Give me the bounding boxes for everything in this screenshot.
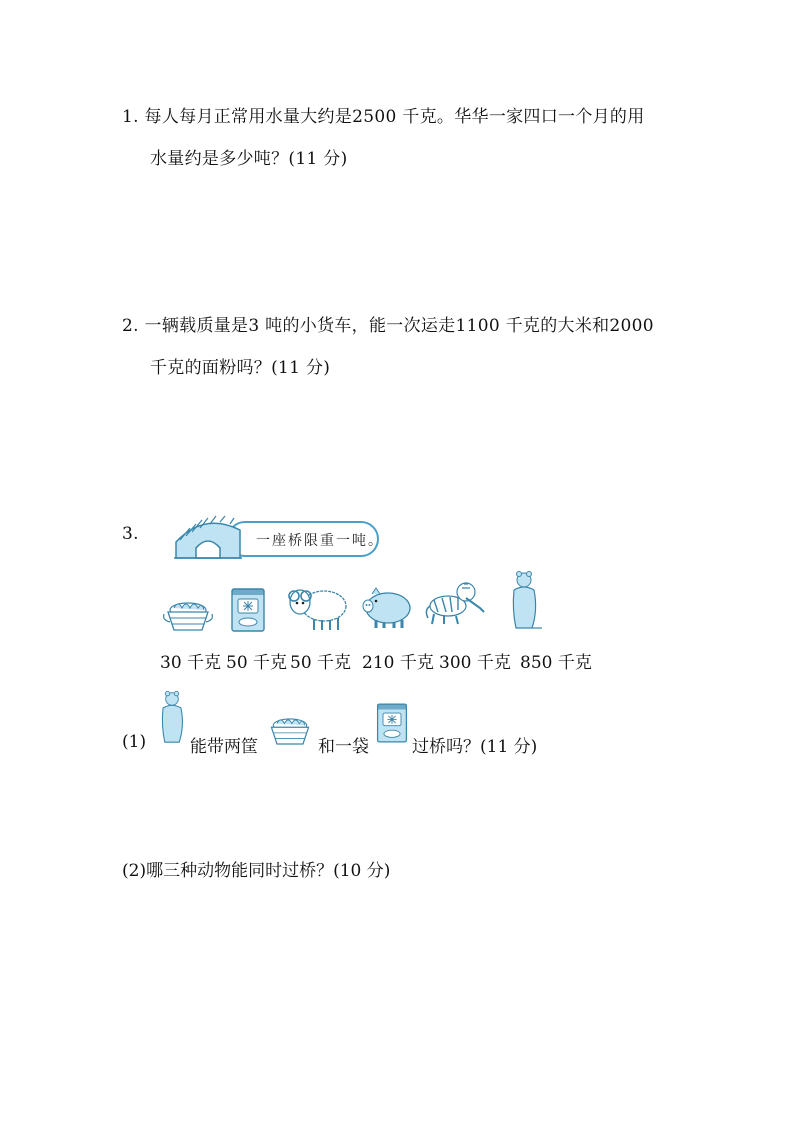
bridge-sign-text: 一座桥限重一吨。 xyxy=(256,533,384,549)
tiger-icon xyxy=(422,578,488,628)
q3-number: 3. xyxy=(122,524,139,544)
weight-basket: 30 千克 xyxy=(160,653,222,673)
basket-icon xyxy=(160,596,216,636)
bridge-icon xyxy=(174,516,242,558)
q2-line-1 xyxy=(122,315,654,337)
pig-icon xyxy=(358,584,414,632)
q3-sub1-label: (1) xyxy=(122,732,147,752)
weight-sheep: 50 千克 xyxy=(290,653,352,673)
weight-tiger: 300 千克 xyxy=(439,653,511,673)
q2-text-1: 一辆载质量是3 吨的小货车，能一次运走1100 千克的大米和2000 xyxy=(144,316,654,336)
q1-line-1 xyxy=(122,106,645,128)
basket-icon xyxy=(264,712,316,750)
rice-bag-icon xyxy=(228,586,268,634)
q3-sub1-part3: 过桥吗？(11 分) xyxy=(412,737,538,757)
q2-line-2: 千克的面粉吗？(11 分) xyxy=(150,358,331,378)
sheep-icon xyxy=(284,582,350,634)
q1-text-1: 每人每月正常用水量大约是2500 千克。华华一家四口一个月的用 xyxy=(144,107,645,127)
bear-icon xyxy=(504,570,544,630)
weight-rice-bag: 50 千克 xyxy=(226,653,288,673)
bear-icon xyxy=(154,688,190,746)
q1-line-2: 水量约是多少吨？(11 分) xyxy=(150,149,348,169)
q1-number: 1. xyxy=(122,107,139,127)
q3-sub1-part1: 能带两筐 xyxy=(190,737,258,757)
q3-sub1-part2: 和一袋 xyxy=(318,737,369,757)
weight-pig: 210 千克 xyxy=(362,653,434,673)
rice-bag-icon xyxy=(374,700,410,746)
q2-number: 2. xyxy=(122,316,139,336)
q3-sub2: (2)哪三种动物能同时过桥？(10 分) xyxy=(122,861,391,881)
weight-bear: 850 千克 xyxy=(520,653,592,673)
